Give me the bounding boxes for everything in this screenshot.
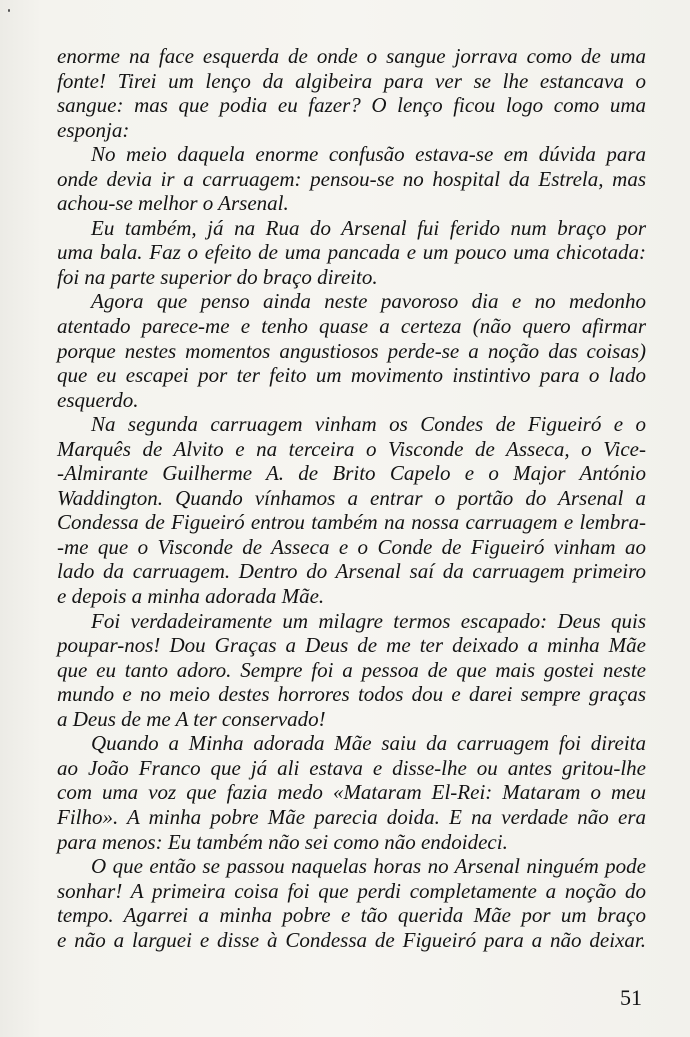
body-text xyxy=(57,44,646,952)
text-line: com uma voz que fazia medo «Mataram El-Rei: Mataram o meu xyxy=(57,780,646,805)
text-line: e não a larguei e disse à Condessa de Figueiró para a não deixar. xyxy=(57,927,646,952)
text-line: Agora que penso ainda neste pavoroso dia e no medonho xyxy=(91,289,646,314)
text-line: mundo e no meio destes horrores todos dou e darei sempre graças xyxy=(57,682,646,707)
text-line: O que então se passou naquelas horas no Arsenal ninguém pode xyxy=(91,854,646,879)
text-line: Foi verdadeiramente um milagre termos escapado: Deus quis xyxy=(91,608,646,633)
text-line: enorme na face esquerda de onde o sangue jorrava como de uma xyxy=(57,44,646,68)
text-line: -me que o Visconde de Asseca e o Conde de Figueiró vinham ao xyxy=(57,534,646,559)
text-line: sangue: mas que podia eu fazer? O lenço ficou logo como uma xyxy=(57,93,646,118)
text-line: Marquês de Alvito e na terceira o Visconde de Asseca, o Vice- xyxy=(57,436,646,461)
text-line: para menos: Eu também não sei como não endoideci. xyxy=(57,829,508,854)
text-line: Filho». A minha pobre Mãe parecia doida. E na verdade não era xyxy=(57,804,646,829)
text-line: tempo. Agarrei a minha pobre e tão querida Mãe por um braço xyxy=(57,903,646,928)
text-line: e depois a minha adorada Mãe. xyxy=(57,584,325,609)
scan-speck xyxy=(8,9,10,12)
text-line: porque nestes momentos angustiosos perde-se a noção das coisas) xyxy=(57,338,646,363)
text-line: esquerdo. xyxy=(57,387,139,412)
text-line: Waddington. Quando vínhamos a entrar o portão do Arsenal a xyxy=(57,485,646,510)
text-line: a Deus de me A ter conservado! xyxy=(57,706,326,731)
text-line: Eu também, já na Rua do Arsenal fui ferido num braço por xyxy=(91,215,646,240)
text-line: que eu tanto adoro. Sempre foi a pessoa de que mais gostei neste xyxy=(57,657,646,682)
text-line: Na segunda carruagem vinham os Condes de Figueiró e o xyxy=(91,412,646,437)
text-line: -Almirante Guilherme A. de Brito Capelo e o Major António xyxy=(57,461,646,486)
text-line: uma bala. Faz o efeito de uma pancada e um pouco uma chicotada: xyxy=(57,240,646,265)
text-line: Condessa de Figueiró entrou também na nossa carruagem e lembra- xyxy=(57,510,646,535)
text-line: foi na parte superior do braço direito. xyxy=(57,264,378,289)
text-line: atentado parece-me e tenho quase a certeza (não quero afirmar xyxy=(57,314,646,339)
text-line: que eu escapei por ter feito um movimento instintivo para o lado xyxy=(57,363,646,388)
text-line: esponja: xyxy=(57,117,130,142)
page-number: 51 xyxy=(620,985,642,1010)
text-line: poupar-nos! Dou Graças a Deus de me ter deixado a minha Mãe xyxy=(57,633,646,658)
text-line: lado da carruagem. Dentro do Arsenal saí da carruagem primeiro xyxy=(57,559,646,584)
text-line: achou-se melhor o Arsenal. xyxy=(57,191,289,216)
text-line: fonte! Tirei um lenço da algibeira para ver se lhe estancava o xyxy=(57,68,646,93)
text-line: sonhar! A primeira coisa foi que perdi completamente a noção do xyxy=(57,878,646,903)
text-line: ao João Franco que já ali estava e disse-lhe ou antes gritou-lhe xyxy=(57,755,646,780)
text-line: onde devia ir a carruagem: pensou-se no hospital da Estrela, mas xyxy=(57,166,646,191)
text-line: No meio daquela enorme confusão estava-se em dúvida para xyxy=(91,142,646,167)
text-line: Quando a Minha adorada Mãe saiu da carruagem foi direita xyxy=(91,731,646,756)
